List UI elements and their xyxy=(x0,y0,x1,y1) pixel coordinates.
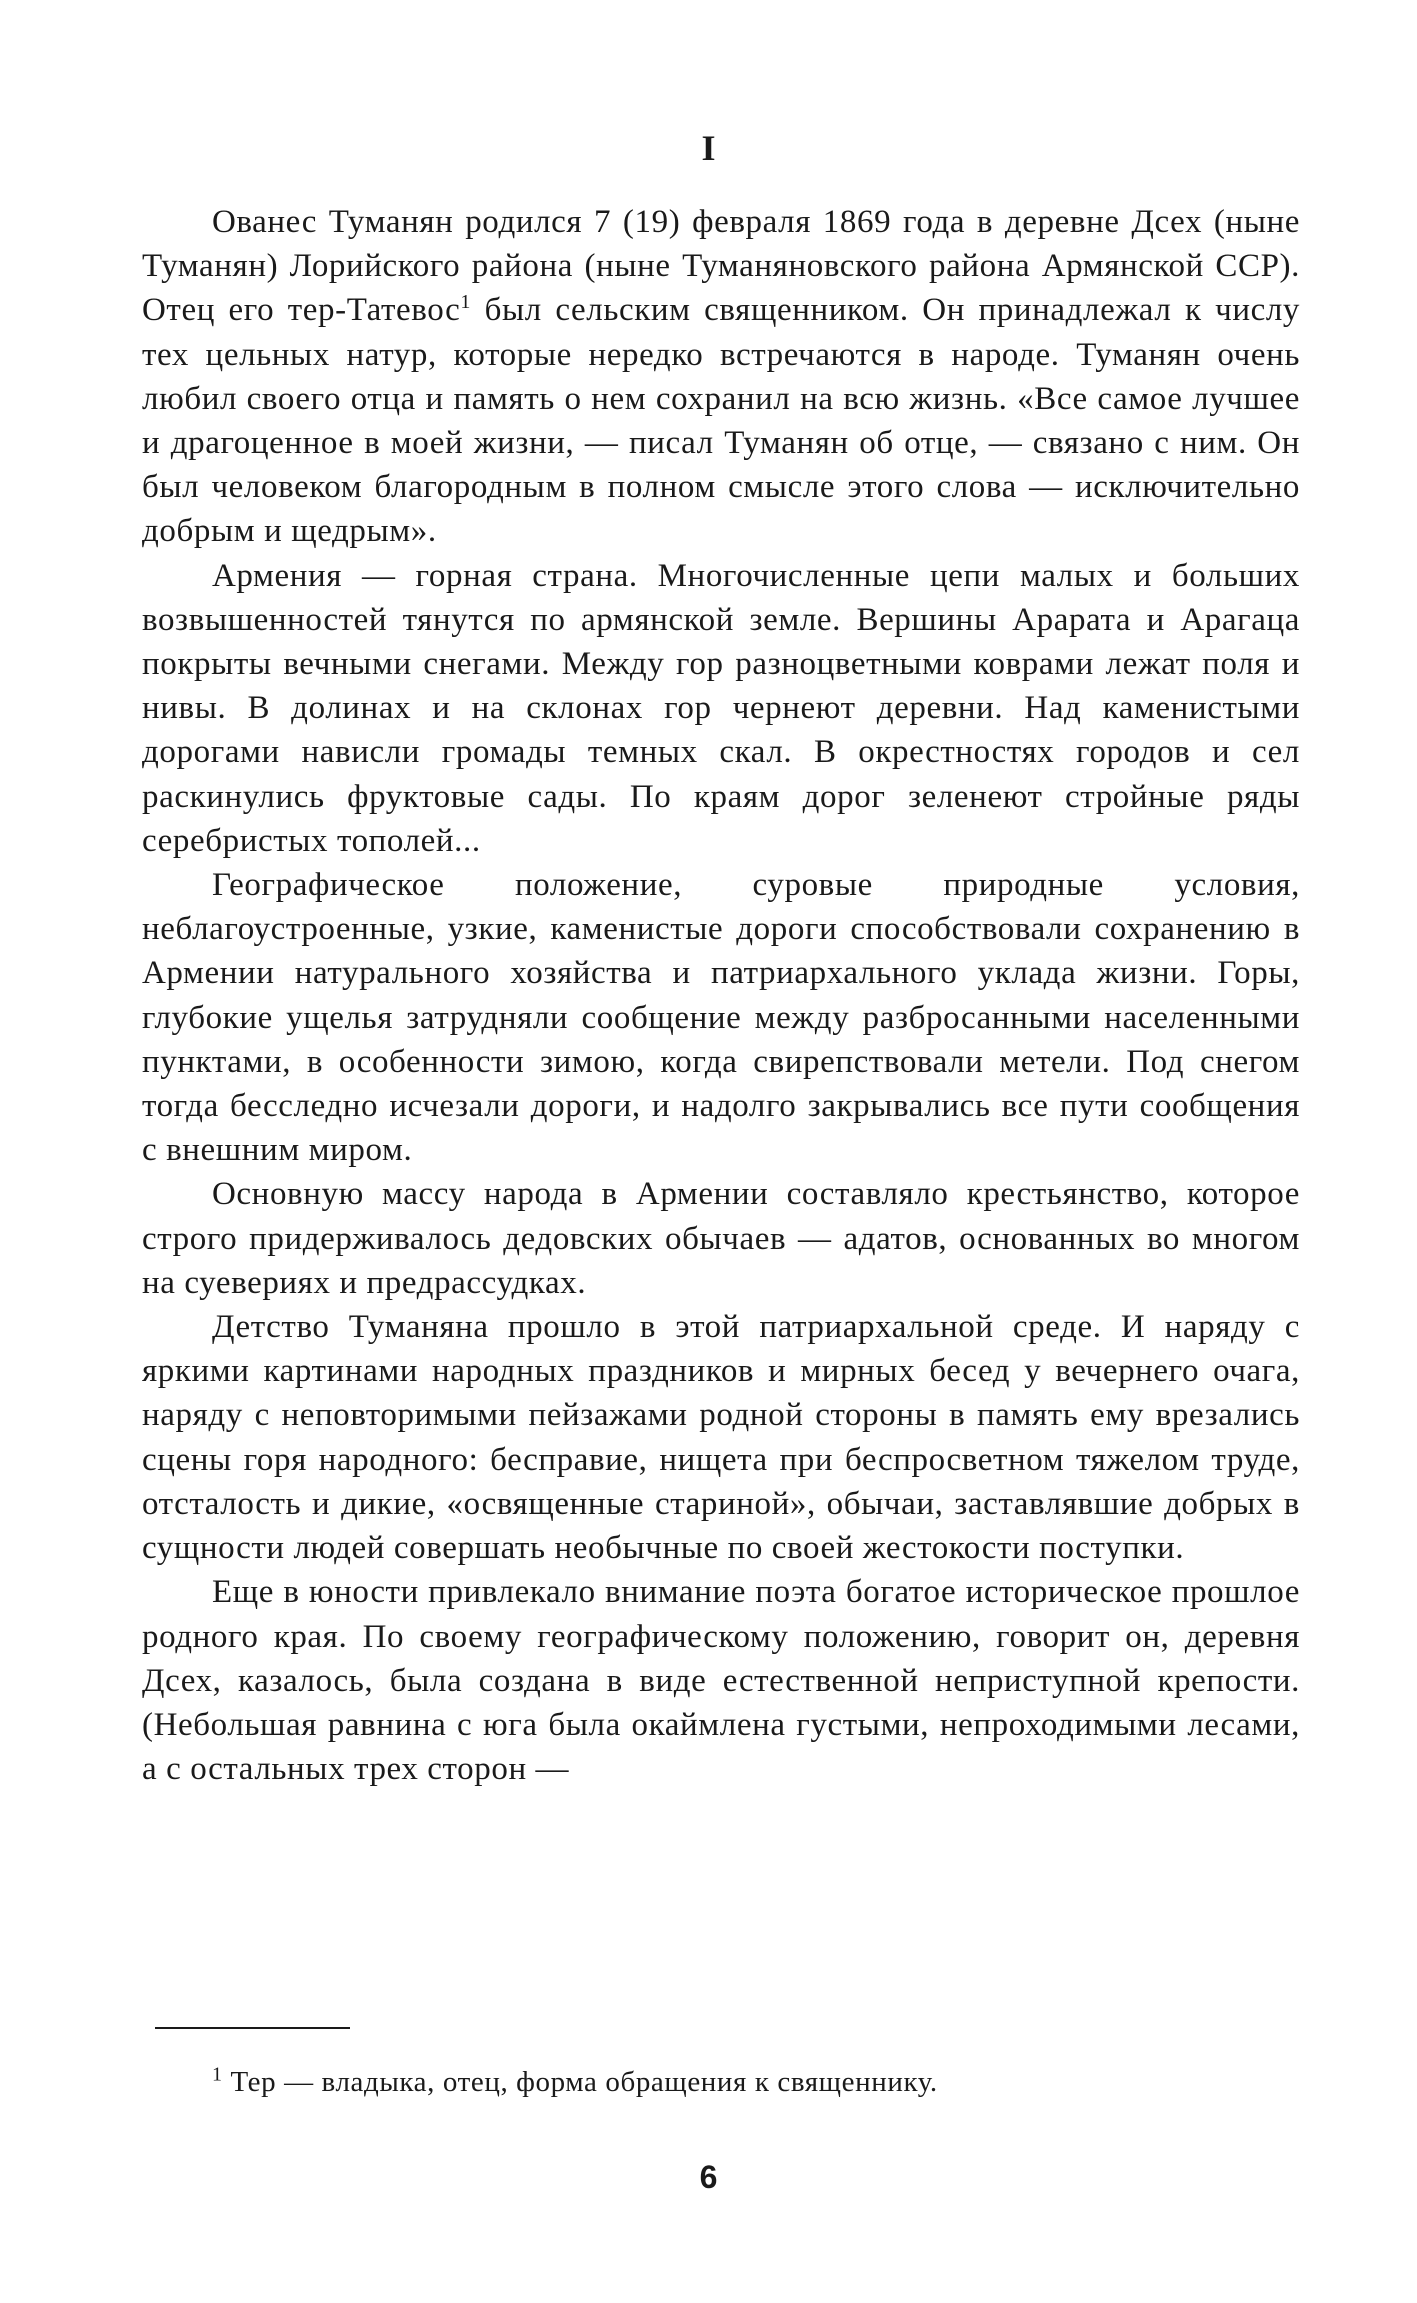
footnote-text: Тер — владыка, отец, форма обращения к священнику. xyxy=(222,2066,938,2098)
paragraph-1-text-before-note: Ованес Туманян родился 7 (19) февраля 1869 года в деревне Дсех (ныне Туманян) Лорийского района (ныне Туманяновского района Армянской ССР). Отец его тер-Татевос xyxy=(142,204,1300,329)
paragraph-6: Еще в юности привлекало внимание поэта богатое историческое прошлое родного края. По своему географическому положению, говорит он, деревня Дсех, казалось, была создана в виде естественной неприступной крепости. (Небольшая равнина с юга была окаймлена густыми, непроходимыми лесами, а с остальных трех сторон — xyxy=(142,1574,1300,1788)
paragraph-4: Основную массу народа в Армении составляло крестьянство, которое строго придерживалось дедовских обычаев — адатов, основанных во многом на суевериях и предрассудках. xyxy=(142,1176,1300,1301)
body-text xyxy=(142,200,1300,1791)
paragraph-1 xyxy=(142,200,1300,554)
page-number: 6 xyxy=(699,2159,718,2195)
footnote xyxy=(142,2062,1300,2102)
footnote-marker: 1 xyxy=(212,2063,223,2086)
paragraph-2: Армения — горная страна. Многочисленные цепи малых и больших возвышенностей тянутся по армянской земле. Вершины Арарата и Арагаца покрыты вечными снегами. Между гор разноцветными коврами лежат поля и нивы. В долинах и на склонах гор чернеют деревни. Над каменистыми дорогами нависли громады темных скал. В окрестностях городов и сел раскинулись фруктовые сады. По краям дорог зеленеют стройные ряды серебристых тополей... xyxy=(142,557,1300,859)
chapter-number: I xyxy=(701,128,716,168)
paragraph-5: Детство Туманяна прошло в этой патриархальной среде. И наряду с яркими картинами народных праздников и мирных бесед у вечернего очага, наряду с неповторимыми пейзажами родной стороны в память ему врезались сцены горя народного: бесправие, нищета при беспросветном тяжелом труде, отсталость и дикие, «освященные стариной», обычаи, заставлявшие добрых в сущности людей совершать необычные по своей жестокости поступки. xyxy=(142,1309,1300,1567)
footnote-divider xyxy=(155,2027,350,2029)
paragraph-1-text-after-note: был сельским священником. Он принадлежал к числу тех цельных натур, которые нередко встречаются в народе. Туманян очень любил своего отца и память о нем сохранил на всю жизнь. «Все самое лучшее и драгоценное в моей жизни, — писал Туманян об отце, — связано с ним. Он был человеком благородным в полном смысле этого слова — исключительно добрым и щедрым». xyxy=(142,292,1300,550)
paragraph-3: Географическое положение, суровые природные условия, неблагоустроенные, узкие, каменистые дороги способствовали сохранению в Армении натурального хозяйства и патриархального уклада жизни. Горы, глубокие ущелья затрудняли сообщение между разбросанными населенными пунктами, в особенности зимою, когда свирепствовали метели. Под снегом тогда бесследно исчезали дороги, и надолго закрывались все пути сообщения с внешним миром. xyxy=(142,867,1300,1169)
footnote-reference-marker: 1 xyxy=(460,291,472,314)
